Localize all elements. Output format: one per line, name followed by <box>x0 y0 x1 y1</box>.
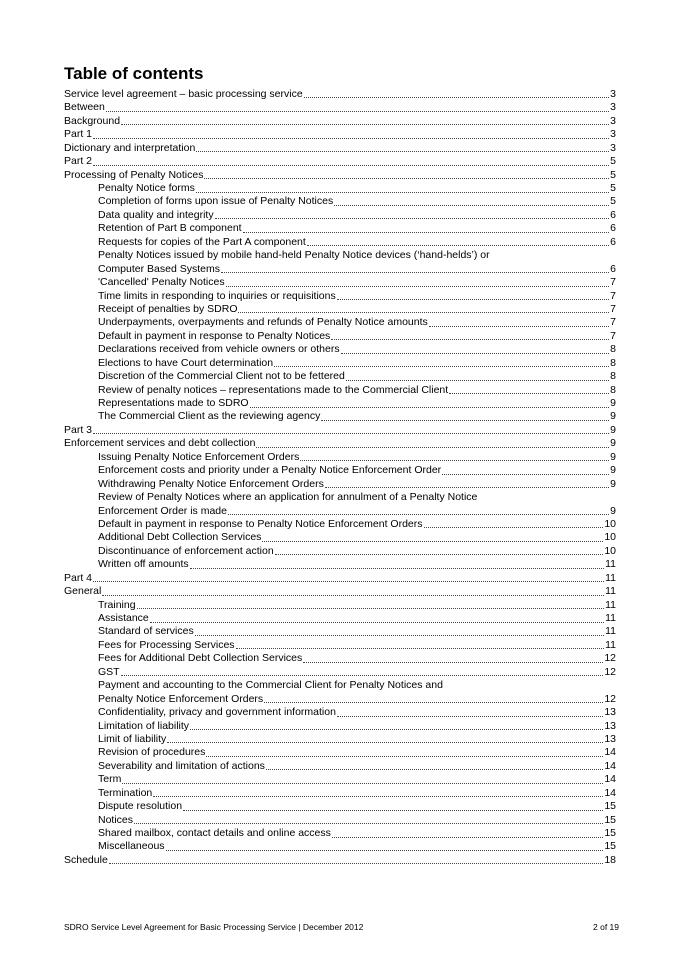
toc-entry-page-number: 15 <box>604 827 616 840</box>
toc-entry-title: Time limits in responding to inquiries or requisitions <box>98 289 336 302</box>
dot-leader <box>195 635 604 636</box>
dot-leader <box>137 608 605 609</box>
dot-leader <box>238 312 609 313</box>
toc-entry-title: Standard of services <box>98 625 194 638</box>
toc-entry[interactable] <box>64 652 616 665</box>
dot-leader <box>307 245 609 246</box>
dot-leader <box>250 407 610 408</box>
toc-entry-page-number: 8 <box>610 356 616 369</box>
toc-entry-page-number: 7 <box>610 276 616 289</box>
toc-entry-page-number: 6 <box>610 235 616 248</box>
dot-leader <box>166 850 604 851</box>
toc-entry-title: Service level agreement – basic processing service <box>64 88 303 100</box>
toc-entry-page-number: 12 <box>604 692 616 705</box>
toc-entry[interactable] <box>64 800 616 813</box>
toc-entry[interactable] <box>64 599 616 612</box>
toc-entry-title: Default in payment in response to Penalty Notices <box>98 329 331 342</box>
toc-entry-page-number: 13 <box>604 719 616 732</box>
toc-entry[interactable] <box>64 343 616 356</box>
toc-entry-title: Discretion of the Commercial Client not to be fettered <box>98 370 345 383</box>
toc-entry[interactable] <box>64 720 616 733</box>
toc-entry-page-number: 5 <box>610 168 616 181</box>
dot-leader <box>274 366 609 367</box>
toc-entry[interactable] <box>64 330 616 343</box>
toc-entry-page-number: 7 <box>610 289 616 302</box>
toc-entry[interactable] <box>64 639 616 652</box>
toc-entry[interactable] <box>64 666 616 679</box>
dot-leader <box>264 702 603 703</box>
toc-entry-title: Payment and accounting to the Commercial Client for Penalty Notices and <box>98 679 443 692</box>
toc-entry-page-number: 3 <box>610 114 616 127</box>
toc-entry-page-number: 14 <box>604 759 616 772</box>
toc-entry-title: Part 3 <box>64 423 93 436</box>
toc-entry[interactable] <box>64 478 616 491</box>
toc-entry-page-number: 7 <box>610 329 616 342</box>
dot-leader <box>93 165 609 166</box>
toc-entry-page-number: 3 <box>610 128 616 141</box>
toc-entry-page-number: 13 <box>604 706 616 719</box>
dot-leader <box>321 420 609 421</box>
toc-entry[interactable] <box>64 733 616 746</box>
dot-leader <box>196 151 609 152</box>
toc-entry-title: Termination <box>98 786 153 799</box>
toc-entry-title: Review of Penalty Notices where an application for annulment of a Penalty Notice <box>98 491 478 504</box>
toc-entry-page-number: 11 <box>605 625 616 638</box>
toc-entry-page-number: 15 <box>604 813 616 826</box>
page-footer <box>64 922 619 932</box>
toc-entry-title: Discontinuance of enforcement action <box>98 544 274 557</box>
toc-entry-title: Completion of forms upon issue of Penalty Notices <box>98 195 334 208</box>
dot-leader <box>122 783 603 784</box>
toc-entry-title: Background <box>64 114 121 127</box>
page-title: Table of contents <box>64 64 204 83</box>
dot-leader <box>206 756 603 757</box>
toc-entry[interactable] <box>64 236 616 249</box>
toc-entry-page-number: 9 <box>610 423 616 436</box>
dot-leader <box>109 863 604 864</box>
toc-entry-title: Receipt of penalties by SDRO <box>98 303 238 315</box>
dot-leader <box>93 581 604 582</box>
toc-entry[interactable] <box>64 397 616 410</box>
toc-entry[interactable] <box>64 316 616 329</box>
dot-leader <box>106 111 609 112</box>
toc-entry-page-number: 6 <box>610 262 616 275</box>
toc-entry-title: Revision of procedures <box>98 746 206 759</box>
toc-entry[interactable] <box>64 787 616 800</box>
dot-leader <box>204 178 609 179</box>
toc-entry-title: Representations made to SDRO <box>98 397 249 410</box>
toc-entry[interactable] <box>64 411 616 424</box>
toc-entry-page-number: 6 <box>610 222 616 235</box>
dot-leader <box>341 353 610 354</box>
toc-entry-title: Dictionary and interpretation <box>64 141 196 154</box>
dot-leader <box>275 554 604 555</box>
toc-entry-title: Shared mailbox, contact details and online access <box>98 827 331 840</box>
toc-entry[interactable] <box>64 101 616 114</box>
toc-entry-title: Enforcement services and debt collection <box>64 437 256 450</box>
toc-entry[interactable] <box>64 196 616 209</box>
dot-leader <box>325 487 609 488</box>
toc-entry-page-number: 5 <box>610 195 616 208</box>
toc-entry-title: Part 2 <box>64 155 93 168</box>
dot-leader <box>449 393 609 394</box>
footer-page-number: 2 of 19 <box>593 922 619 932</box>
toc-entry[interactable] <box>64 746 616 759</box>
toc-entry-page-number: 11 <box>605 558 616 571</box>
toc-entry[interactable] <box>64 182 616 195</box>
toc-entry-page-number: 8 <box>610 370 616 383</box>
dot-leader <box>243 232 610 233</box>
toc-entry-page-number: 3 <box>610 101 616 114</box>
toc-entry-page-number: 11 <box>605 598 616 611</box>
toc-entry[interactable] <box>64 115 616 128</box>
toc-entry-page-number: 7 <box>610 303 616 315</box>
toc-entry-page-number: 9 <box>610 504 616 517</box>
toc-entry-page-number: 11 <box>605 638 616 651</box>
toc-entry[interactable] <box>64 249 616 262</box>
toc-entry[interactable] <box>64 693 616 706</box>
toc-entry[interactable] <box>64 558 616 571</box>
toc-entry-title: Written off amounts <box>98 558 189 571</box>
dot-leader <box>346 380 609 381</box>
toc-entry-title: Penalty Notice Enforcement Orders <box>98 692 264 705</box>
toc-entry-title: Enforcement costs and priority under a Penalty Notice Enforcement Order <box>98 464 442 477</box>
toc-entry[interactable] <box>64 464 616 477</box>
toc-entry-title: Data quality and integrity <box>98 208 214 221</box>
toc-entry-page-number: 9 <box>610 410 616 423</box>
dot-leader <box>337 716 603 717</box>
dot-leader <box>167 742 603 743</box>
toc-entry[interactable] <box>64 545 616 558</box>
dot-leader <box>236 648 605 649</box>
toc-entry-title: GST <box>98 665 120 678</box>
dot-leader <box>442 474 609 475</box>
toc-entry-title: Retention of Part B component <box>98 222 242 235</box>
toc-entry-page-number: 11 <box>605 571 616 584</box>
dot-leader <box>93 433 609 434</box>
toc-entry[interactable] <box>64 169 616 182</box>
toc-entry-page-number: 8 <box>610 383 616 396</box>
toc-entry-title: Penalty Notice forms <box>98 182 195 195</box>
dot-leader <box>121 675 604 676</box>
toc-entry[interactable] <box>64 841 616 854</box>
toc-entry-title: Additional Debt Collection Services <box>98 531 262 544</box>
toc-entry-page-number: 14 <box>604 746 616 759</box>
toc-entry-page-number: 18 <box>604 853 616 866</box>
dot-leader <box>102 595 604 596</box>
toc-entry[interactable] <box>64 303 616 316</box>
dot-leader <box>228 514 609 515</box>
dot-leader <box>266 769 603 770</box>
toc-entry[interactable] <box>64 155 616 168</box>
toc-entry[interactable] <box>64 773 616 786</box>
toc-entry-title: General <box>64 585 102 598</box>
toc-entry-title: Confidentiality, privacy and government information <box>98 706 336 719</box>
toc-entry-page-number: 10 <box>604 518 616 530</box>
toc-entry-page-number: 15 <box>604 800 616 813</box>
toc-entry-title: Underpayments, overpayments and refunds of Penalty Notice amounts <box>98 316 428 329</box>
dot-leader <box>183 810 603 811</box>
dot-leader <box>304 97 609 98</box>
toc-entry[interactable] <box>64 451 616 464</box>
toc-entry-title: Assistance <box>98 612 149 625</box>
table-of-contents <box>64 88 616 867</box>
toc-entry-title: Fees for Processing Services <box>98 638 235 651</box>
toc-entry[interactable] <box>64 263 616 276</box>
toc-entry-title: Miscellaneous <box>98 840 165 853</box>
dot-leader <box>226 286 610 287</box>
dot-leader <box>332 837 603 838</box>
dot-leader <box>215 218 610 219</box>
toc-entry-title: Declarations received from vehicle owners or others <box>98 343 340 356</box>
dot-leader <box>150 622 604 623</box>
dot-leader <box>429 326 609 327</box>
toc-entry[interactable] <box>64 854 616 867</box>
toc-entry[interactable] <box>64 706 616 719</box>
toc-entry-title: Notices <box>98 813 134 826</box>
toc-entry-title: Elections to have Court determination <box>98 356 274 369</box>
toc-entry-title: Part 1 <box>64 128 93 141</box>
dot-leader <box>300 460 609 461</box>
dot-leader <box>196 192 609 193</box>
toc-entry[interactable] <box>64 531 616 544</box>
toc-entry-page-number: 11 <box>605 585 616 598</box>
toc-entry-page-number: 7 <box>610 316 616 329</box>
toc-entry-page-number: 10 <box>604 531 616 544</box>
toc-entry-title: Computer Based Systems <box>98 262 220 275</box>
toc-entry-title: Issuing Penalty Notice Enforcement Orders <box>98 450 300 463</box>
toc-entry[interactable] <box>64 276 616 289</box>
toc-entry[interactable] <box>64 128 616 141</box>
toc-entry-page-number: 9 <box>610 450 616 463</box>
toc-entry-title: Limitation of liability <box>98 719 190 732</box>
toc-entry-page-number: 14 <box>604 786 616 799</box>
toc-entry[interactable] <box>64 827 616 840</box>
toc-entry-title: Requests for copies of the Part A component <box>98 235 306 248</box>
toc-entry-page-number: 9 <box>610 437 616 450</box>
dot-leader <box>256 447 609 448</box>
footer-document-title: SDRO Service Level Agreement for Basic Processing Service | December 2012 <box>64 922 364 932</box>
toc-entry-page-number: 12 <box>604 665 616 678</box>
toc-entry-title: Between <box>64 101 105 114</box>
toc-entry[interactable] <box>64 814 616 827</box>
dot-leader <box>262 541 603 542</box>
toc-entry-title: Limit of liability <box>98 733 167 745</box>
toc-entry-page-number: 12 <box>604 652 616 665</box>
toc-entry[interactable] <box>64 518 616 531</box>
toc-entry-title: Schedule <box>64 853 108 866</box>
toc-entry[interactable] <box>64 626 616 639</box>
toc-entry-page-number: 6 <box>610 208 616 221</box>
toc-entry-title: Fees for Additional Debt Collection Services <box>98 652 303 665</box>
toc-entry[interactable] <box>64 612 616 625</box>
toc-entry[interactable] <box>64 222 616 235</box>
toc-entry-title: Training <box>98 598 136 611</box>
toc-entry[interactable] <box>64 585 616 598</box>
dot-leader <box>134 823 603 824</box>
toc-entry-page-number: 9 <box>610 464 616 477</box>
toc-entry-page-number: 5 <box>610 155 616 168</box>
dot-leader <box>337 299 609 300</box>
toc-entry[interactable] <box>64 760 616 773</box>
toc-entry[interactable] <box>64 370 616 383</box>
toc-entry-title: Dispute resolution <box>98 800 183 813</box>
dot-leader <box>190 568 604 569</box>
toc-entry-page-number: 3 <box>610 141 616 154</box>
dot-leader <box>190 729 603 730</box>
toc-entry-page-number: 3 <box>610 88 616 100</box>
toc-entry-page-number: 14 <box>604 773 616 786</box>
toc-entry-page-number: 10 <box>604 544 616 557</box>
toc-entry-page-number: 9 <box>610 477 616 490</box>
toc-entry[interactable] <box>64 357 616 370</box>
toc-entry-title: Part 4 <box>64 571 93 584</box>
dot-leader <box>331 339 609 340</box>
toc-entry-title: Processing of Penalty Notices <box>64 168 204 181</box>
toc-entry-page-number: 13 <box>604 733 616 745</box>
toc-entry[interactable] <box>64 384 616 397</box>
toc-entry[interactable] <box>64 209 616 222</box>
toc-entry[interactable] <box>64 290 616 303</box>
dot-leader <box>93 138 609 139</box>
toc-entry-title: Severability and limitation of actions <box>98 759 265 772</box>
toc-entry[interactable] <box>64 424 616 437</box>
toc-entry[interactable] <box>64 437 616 450</box>
toc-entry-title: 'Cancelled' Penalty Notices <box>98 276 225 289</box>
toc-entry-title: Default in payment in response to Penalty Notice Enforcement Orders <box>98 518 423 530</box>
toc-entry-page-number: 11 <box>605 612 616 625</box>
dot-leader <box>303 662 603 663</box>
toc-entry-page-number: 9 <box>610 397 616 410</box>
toc-entry[interactable] <box>64 505 616 518</box>
dot-leader <box>153 796 603 797</box>
toc-entry-title: Withdrawing Penalty Notice Enforcement Orders <box>98 477 324 490</box>
dot-leader <box>121 124 609 125</box>
toc-entry[interactable] <box>64 572 616 585</box>
toc-entry-title: Review of penalty notices – representations made to the Commercial Client <box>98 383 449 396</box>
toc-entry-page-number: 5 <box>610 182 616 195</box>
toc-entry-title: Term <box>98 773 122 786</box>
toc-entry-page-number: 8 <box>610 343 616 356</box>
dot-leader <box>424 527 604 528</box>
toc-entry[interactable] <box>64 679 616 692</box>
toc-entry[interactable] <box>64 142 616 155</box>
toc-entry-title: Penalty Notices issued by mobile hand-held Penalty Notice devices (‘hand-helds’) or <box>98 249 490 262</box>
toc-entry[interactable] <box>64 491 616 504</box>
toc-entry-page-number: 15 <box>604 840 616 853</box>
toc-entry[interactable] <box>64 88 616 101</box>
dot-leader <box>221 272 609 273</box>
toc-entry-title: The Commercial Client as the reviewing agency <box>98 410 321 423</box>
toc-entry-title: Enforcement Order is made <box>98 504 227 517</box>
dot-leader <box>334 205 609 206</box>
